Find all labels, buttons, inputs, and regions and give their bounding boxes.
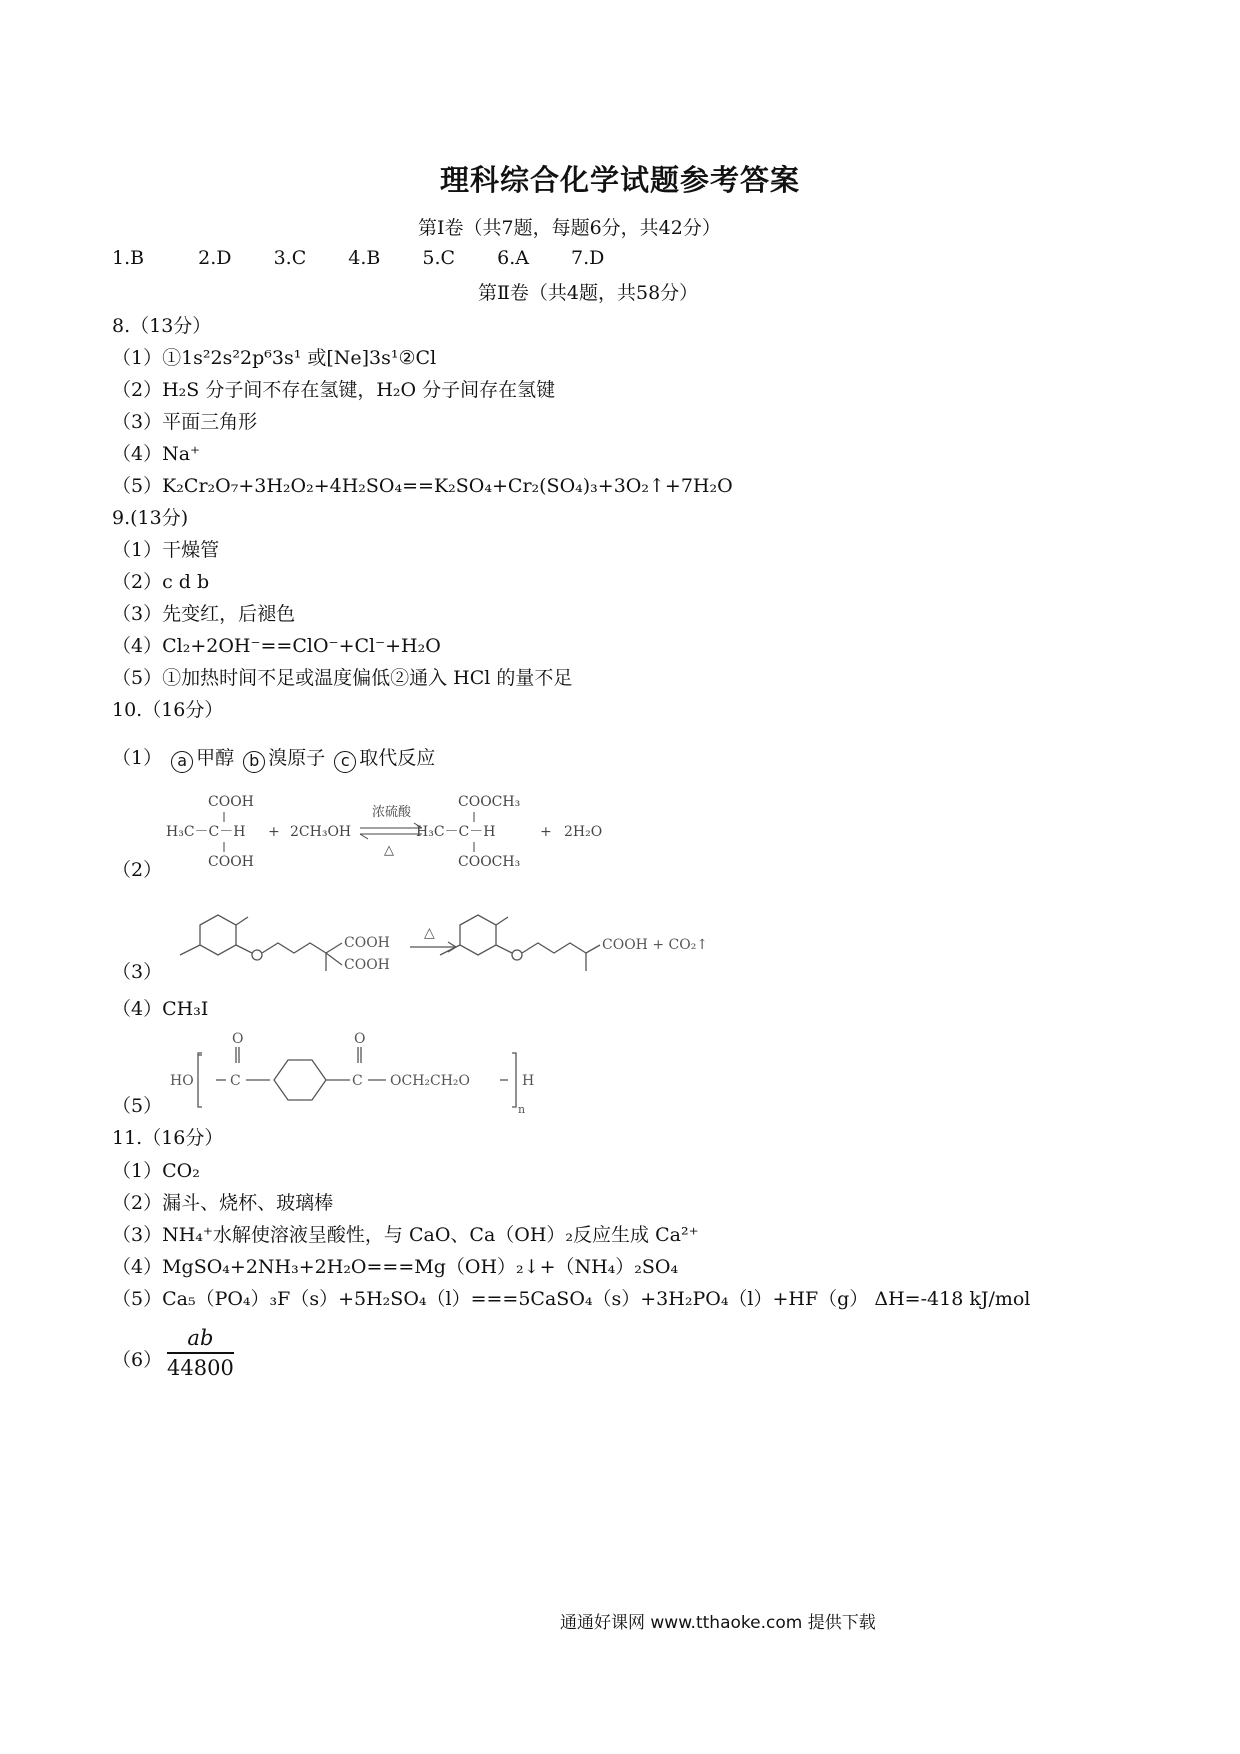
answer-text: Cl₂+2OH⁻==ClO⁻+Cl⁻+H₂O xyxy=(162,635,441,657)
q11-answer-1 xyxy=(112,1156,200,1183)
item-label: （1） xyxy=(112,539,163,561)
product-main-chain: H₃C－C－H xyxy=(416,824,496,840)
bond xyxy=(326,953,342,965)
q9-answer-3 xyxy=(112,599,295,626)
q8-answer-2 xyxy=(112,375,555,402)
product-top-group: COOCH₃ xyxy=(458,794,521,810)
benzene-ring xyxy=(274,1060,326,1100)
q10-answer-1 xyxy=(112,743,435,773)
alkyl-chain xyxy=(262,943,326,953)
benzene-ring-reactant xyxy=(200,915,236,955)
q11-answer-2 xyxy=(112,1188,333,1215)
carboxyl-group-bottom: COOH xyxy=(344,957,390,973)
mc-answers xyxy=(112,247,640,269)
mc-answer: 5.C xyxy=(422,247,456,269)
decarboxylation-equation xyxy=(160,895,780,985)
product-tail: COOH + CO₂↑ xyxy=(602,937,709,953)
carbonyl-carbon: C xyxy=(352,1073,363,1089)
fraction-numerator: ab xyxy=(167,1326,234,1354)
item-label: （2） xyxy=(112,1192,163,1214)
q10-label-5: （5） xyxy=(112,1095,163,1117)
answer-text: 取代反应 xyxy=(359,747,436,769)
q10-label-2: （2） xyxy=(112,859,163,881)
item-label: （3） xyxy=(112,411,163,433)
q8-header: 8.（13分） xyxy=(112,315,212,337)
condition-concentrated-sulfuric-acid: 浓硫酸 xyxy=(372,805,412,820)
answer-text: 干燥管 xyxy=(162,539,220,561)
answer-text: Ca₅（PO₄）₃F（s）+5H₂SO₄（l）===5CaSO₄（s）+3H₂PO₄（l）+HF（g） ΔH=-418 kJ/mol xyxy=(162,1288,1031,1310)
item-label: （3） xyxy=(112,1224,163,1246)
mc-answer: 7.D xyxy=(571,247,605,269)
answer-text: 先变红，后褪色 xyxy=(162,603,296,625)
item-label: （5） xyxy=(112,475,163,497)
right-bracket xyxy=(512,1053,516,1107)
fraction-denominator: 44800 xyxy=(167,1356,234,1380)
q11-label-6: （6） xyxy=(112,1349,163,1371)
answer-text: 甲醇 xyxy=(196,747,235,769)
methyl-bond xyxy=(236,917,248,925)
item-label: （2） xyxy=(112,379,163,401)
download-footer: 通通好课网 www.tthaoke.com 提供下载 xyxy=(560,1613,876,1633)
answer-text: c d b xyxy=(162,571,210,593)
q8-answer-1 xyxy=(112,343,436,370)
mc-answer: 6.A xyxy=(497,247,529,269)
q8-answer-5 xyxy=(112,471,733,498)
glycol-chain: OCH₂CH₂O xyxy=(390,1073,471,1089)
carbonyl-oxygen: O xyxy=(232,1031,244,1047)
answer-text: ①1s²2s²2p⁶3s¹ 或[Ne]3s¹②Cl xyxy=(162,347,437,369)
q10-answer-4 xyxy=(112,994,208,1021)
plus-sign: + xyxy=(540,824,552,840)
q9-answer-5 xyxy=(112,663,572,690)
answer-text: K₂Cr₂O₇+3H₂O₂+4H₂SO₄==K₂SO₄+Cr₂(SO₄)₃+3O₂↑+7H₂O xyxy=(162,475,733,497)
reactant-top-group: COOH xyxy=(208,794,254,810)
benzene-ring-product xyxy=(460,915,496,955)
carbonyl-oxygen: O xyxy=(354,1031,366,1047)
circled-letter-a: a xyxy=(171,751,193,773)
repeat-subscript: n xyxy=(518,1103,526,1115)
q11-answer-4 xyxy=(112,1252,678,1279)
q9-answer-4 xyxy=(112,631,441,658)
answer-text: 溴原子 xyxy=(268,747,326,769)
mc-answer: 1.B xyxy=(112,247,145,269)
circled-letter-b: b xyxy=(243,751,265,773)
q11-answer-3 xyxy=(112,1220,699,1247)
item-label: （5） xyxy=(112,1288,163,1310)
left-bracket xyxy=(198,1053,202,1107)
q9-answer-1 xyxy=(112,535,219,562)
answer-text: MgSO₄+2NH₃+2H₂O===Mg（OH）₂↓+（NH₄）₂SO₄ xyxy=(162,1256,679,1278)
q10-label-3: （3） xyxy=(112,961,163,983)
mc-answer: 4.B xyxy=(348,247,381,269)
plus-sign: + xyxy=(268,824,280,840)
item-label: （1） xyxy=(112,1160,163,1182)
q9-answer-2 xyxy=(112,567,209,594)
circled-letter-c: c xyxy=(334,751,356,773)
answer-text: CO₂ xyxy=(162,1160,200,1182)
reactant-main-chain: H₃C－C－H xyxy=(166,824,246,840)
answer-text: 漏斗、烧杯、玻璃棒 xyxy=(162,1192,334,1214)
q8-answer-4 xyxy=(112,439,200,466)
q9-header: 9.(13分) xyxy=(112,507,189,529)
end-group-right: H xyxy=(522,1073,535,1089)
heat-symbol: △ xyxy=(424,925,435,941)
answer-text: H₂S 分子间不存在氢键，H₂O 分子间存在氢键 xyxy=(162,379,556,401)
item-label: （1） xyxy=(112,347,163,369)
esterification-equation xyxy=(160,790,720,880)
item-label: （4） xyxy=(112,998,163,1020)
mc-answer: 3.C xyxy=(273,247,307,269)
q11-answer-6-fraction xyxy=(167,1326,234,1380)
item-label: （4） xyxy=(112,635,163,657)
bond xyxy=(326,943,342,953)
answer-text: ①加热时间不足或温度偏低②通入 HCl 的量不足 xyxy=(162,667,573,689)
section-2-header: 第Ⅱ卷（共4题，共58分） xyxy=(478,282,699,304)
q11-header: 11.（16分） xyxy=(112,1127,224,1149)
reactant-bottom-group: COOH xyxy=(208,854,254,870)
page-title: 理科综合化学试题参考答案 xyxy=(439,163,800,197)
byproduct-water: 2H₂O xyxy=(564,824,603,840)
q10-header: 10.（16分） xyxy=(112,699,224,721)
answer-text: Na⁺ xyxy=(162,443,201,465)
item-label: （3） xyxy=(112,603,163,625)
answer-text: 平面三角形 xyxy=(162,411,258,433)
carboxyl-group-top: COOH xyxy=(344,935,390,951)
ether-bond xyxy=(236,945,252,953)
polyester-structure xyxy=(160,1025,580,1115)
product-bottom-group: COOCH₃ xyxy=(458,854,521,870)
answer-text: NH₄⁺水解使溶液呈酸性，与 CaO、Ca（OH）₂反应生成 Ca²⁺ xyxy=(162,1224,699,1246)
carbonyl-carbon: C xyxy=(230,1073,241,1089)
mc-answer: 2.D xyxy=(198,247,232,269)
methyl-bond xyxy=(180,945,200,955)
end-group-left: HO xyxy=(170,1073,194,1089)
section-1-header: 第Ⅰ卷（共7题，每题6分，共42分） xyxy=(418,217,721,239)
q8-answer-3 xyxy=(112,407,257,434)
item-label: （4） xyxy=(112,1256,163,1278)
item-label: （1） xyxy=(112,747,163,769)
ether-oxygen xyxy=(252,950,262,960)
reagent-methanol: 2CH₃OH xyxy=(290,824,352,840)
q11-answer-5 xyxy=(112,1284,1030,1311)
item-label: （4） xyxy=(112,443,163,465)
condition-heat: △ xyxy=(384,843,394,858)
answer-text: CH₃I xyxy=(162,998,209,1020)
item-label: （2） xyxy=(112,571,163,593)
item-label: （5） xyxy=(112,667,163,689)
